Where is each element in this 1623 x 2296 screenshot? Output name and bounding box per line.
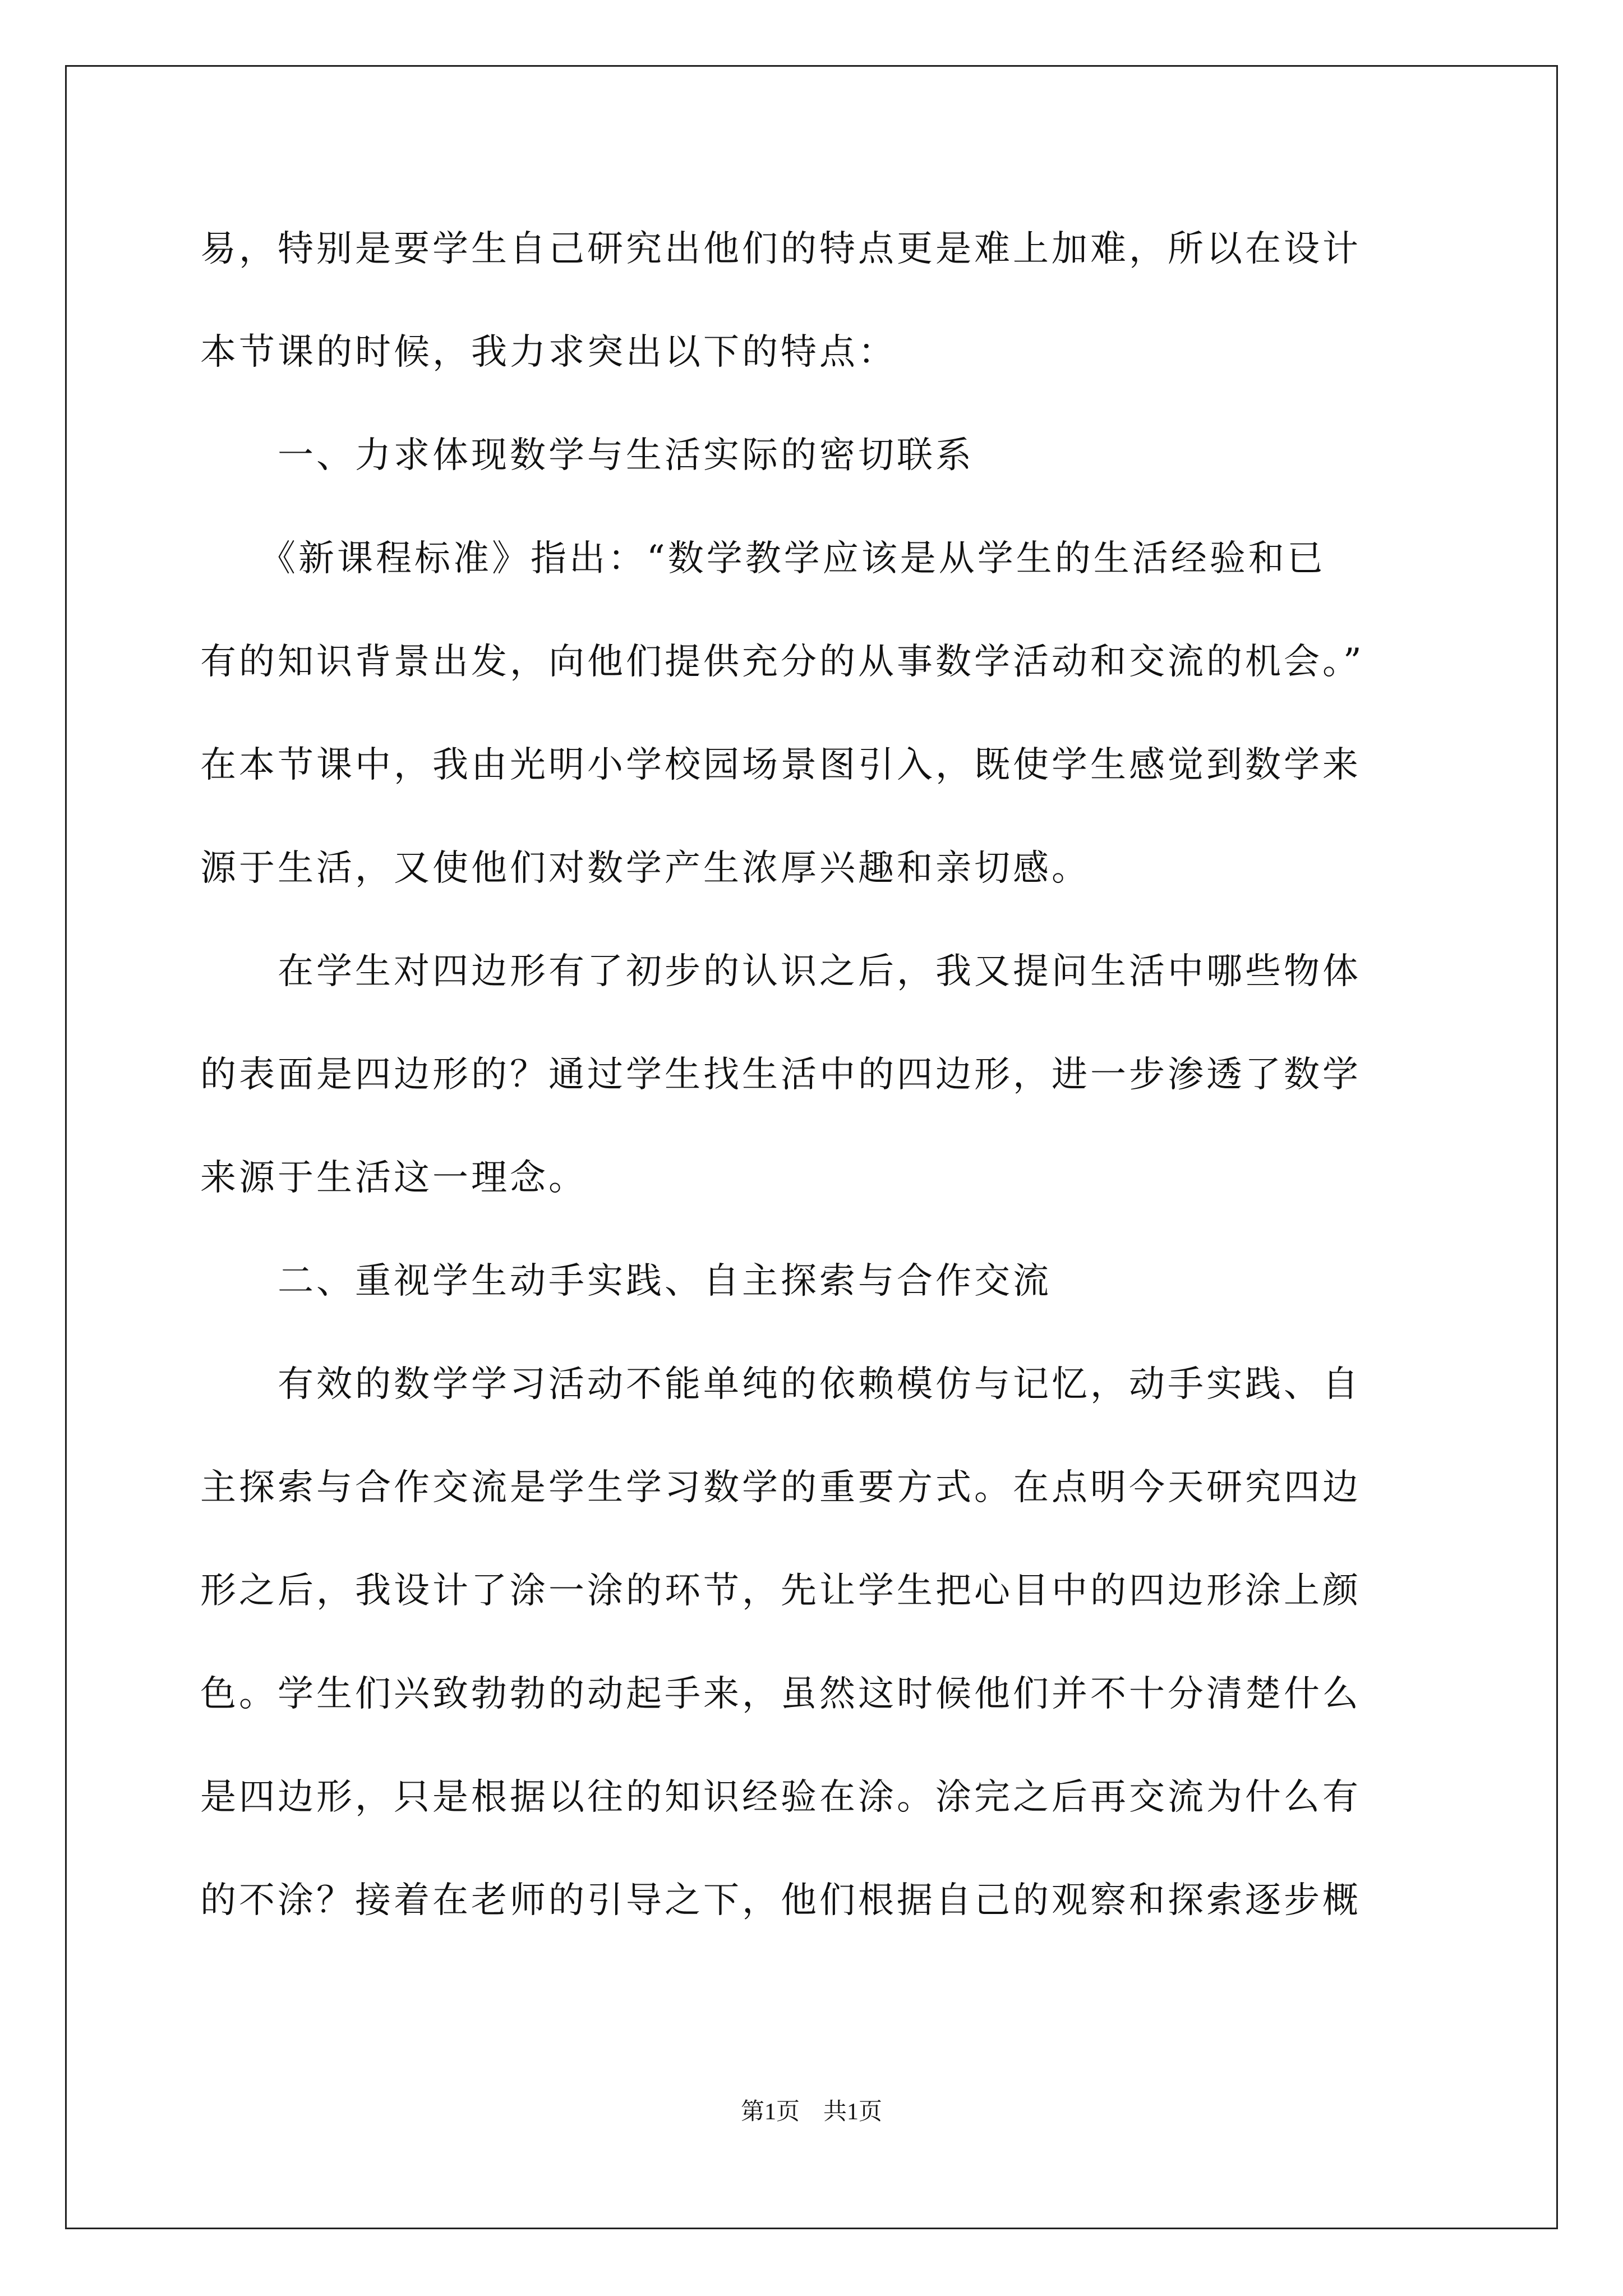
body-line-16: 是四边形，只是根据以往的知识经验在涂。涂完之后再交流为什么有 — [200, 1777, 1361, 1818]
page-footer: 第1页 共1页 — [740, 2099, 882, 2125]
body-line-6: 在本节课中，我由光明小学校园场景图引入，既使学生感觉到数学来 — [200, 744, 1361, 786]
body-line-14: 形之后，我设计了涂一涂的环节，先让学生把心目中的四边形涂上颜 — [200, 1570, 1361, 1612]
body-line-9: 的表面是四边形的？通过学生找生活中的四边形，进一步渗透了数学 — [200, 1054, 1361, 1096]
body-line-4: 《新课程标准》指出：“数学教学应该是从学生的生活经验和已 — [200, 538, 1326, 579]
body-line-1: 易，特别是要学生自己研究出他们的特点更是难上加难，所以在设计 — [200, 228, 1361, 270]
body-line-17: 的不涂？接着在老师的引导之下，他们根据自己的观察和探索逐步概 — [200, 1880, 1361, 1921]
body-line-15: 色。学生们兴致勃勃的动起手来，虽然这时候他们并不十分清楚什么 — [200, 1673, 1361, 1715]
body-line-12: 有效的数学学习活动不能单纯的依赖模仿与记忆，动手实践、自 — [200, 1364, 1361, 1405]
body-line-10: 来源于生活这一理念。 — [200, 1157, 587, 1199]
section-heading-1: 一、力求体现数学与生活实际的密切联系 — [200, 435, 974, 476]
body-line-7: 源于生活，又使他们对数学产生浓厚兴趣和亲切感。 — [200, 848, 1090, 889]
section-heading-2: 二、重视学生动手实践、自主探索与合作交流 — [200, 1260, 1052, 1302]
body-line-8: 在学生对四边形有了初步的认识之后，我又提问生活中哪些物体 — [200, 951, 1361, 992]
body-line-2: 本节课的时候，我力求突出以下的特点： — [200, 332, 897, 373]
body-line-13: 主探索与合作交流是学生学习数学的重要方式。在点明今天研究四边 — [200, 1467, 1361, 1508]
body-line-5: 有的知识背景出发，向他们提供充分的从事数学活动和交流的机会。” — [200, 641, 1364, 683]
